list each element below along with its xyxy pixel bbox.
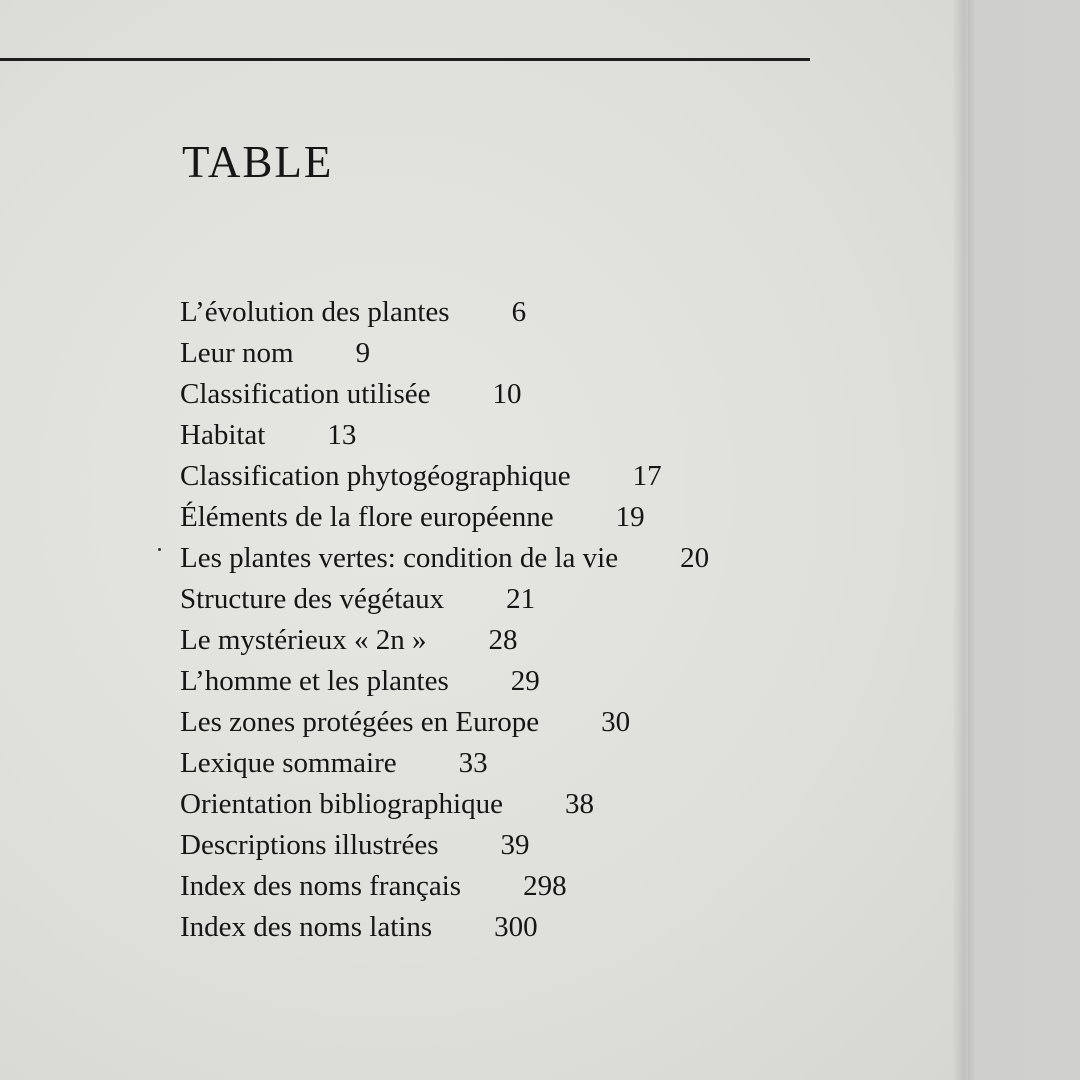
toc-entry-title: Classification phytogéographique	[180, 460, 571, 492]
toc-entry-title: Les plantes vertes: condition de la vie	[180, 542, 619, 574]
toc-entry-title: Index des noms latins	[180, 911, 433, 943]
toc-entry	[180, 784, 709, 825]
toc-entry-title: Leur nom	[180, 337, 294, 369]
header-rule	[0, 58, 810, 61]
toc-entry-page-number: 300	[494, 911, 538, 943]
toc-entry-page-number: 19	[615, 501, 645, 533]
toc-entry	[180, 333, 709, 374]
toc-entry	[180, 702, 709, 743]
toc-entry-page-number: 17	[632, 460, 662, 492]
toc-entry-title: Lexique sommaire	[180, 747, 397, 779]
toc-entry-page-number: 28	[488, 624, 518, 656]
page-edge-shadow	[952, 0, 976, 1080]
toc-entry	[180, 866, 709, 907]
toc-entry	[180, 825, 709, 866]
toc-entry	[180, 292, 709, 333]
toc-entry-page-number: 30	[601, 706, 631, 738]
toc-entry	[180, 456, 709, 497]
toc-entry	[180, 538, 709, 579]
toc-entry-page-number: 13	[327, 419, 357, 451]
toc-entry-title: Orientation bibliographique	[180, 788, 503, 820]
page-title: TABLE	[182, 137, 334, 187]
toc-entry	[180, 661, 709, 702]
toc-entry-page-number: 39	[500, 829, 530, 861]
toc-entry-title: Habitat	[180, 419, 266, 451]
paper-speck	[158, 548, 161, 551]
toc-entry-title: Index des noms français	[180, 870, 462, 902]
toc-entry-title: L’évolution des plantes	[180, 296, 450, 328]
toc-entry	[180, 497, 709, 538]
toc-entry	[180, 415, 709, 456]
toc-entry-title: Éléments de la flore européenne	[180, 501, 554, 533]
toc-entry-title: L’homme et les plantes	[180, 665, 449, 697]
toc-entry-page-number: 29	[510, 665, 540, 697]
table-of-contents	[180, 292, 709, 948]
toc-entry-page-number: 10	[492, 378, 522, 410]
toc-entry-page-number: 38	[564, 788, 594, 820]
toc-entry-title: Le mystérieux « 2n »	[180, 624, 427, 656]
toc-entry-page-number: 6	[511, 296, 527, 328]
toc-entry	[180, 907, 709, 948]
toc-entry-title: Les zones protégées en Europe	[180, 706, 540, 738]
toc-entry-page-number: 21	[506, 583, 536, 615]
toc-entry	[180, 374, 709, 415]
toc-entry-title: Classification utilisée	[180, 378, 431, 410]
toc-entry	[180, 579, 709, 620]
toc-entry-page-number: 33	[458, 747, 488, 779]
toc-entry-title: Structure des végétaux	[180, 583, 445, 615]
toc-entry	[180, 743, 709, 784]
toc-entry	[180, 620, 709, 661]
toc-entry-page-number: 298	[523, 870, 567, 902]
toc-entry-title: Descriptions illustrées	[180, 829, 439, 861]
toc-entry-page-number: 20	[680, 542, 710, 574]
toc-entry-page-number: 9	[355, 337, 371, 369]
